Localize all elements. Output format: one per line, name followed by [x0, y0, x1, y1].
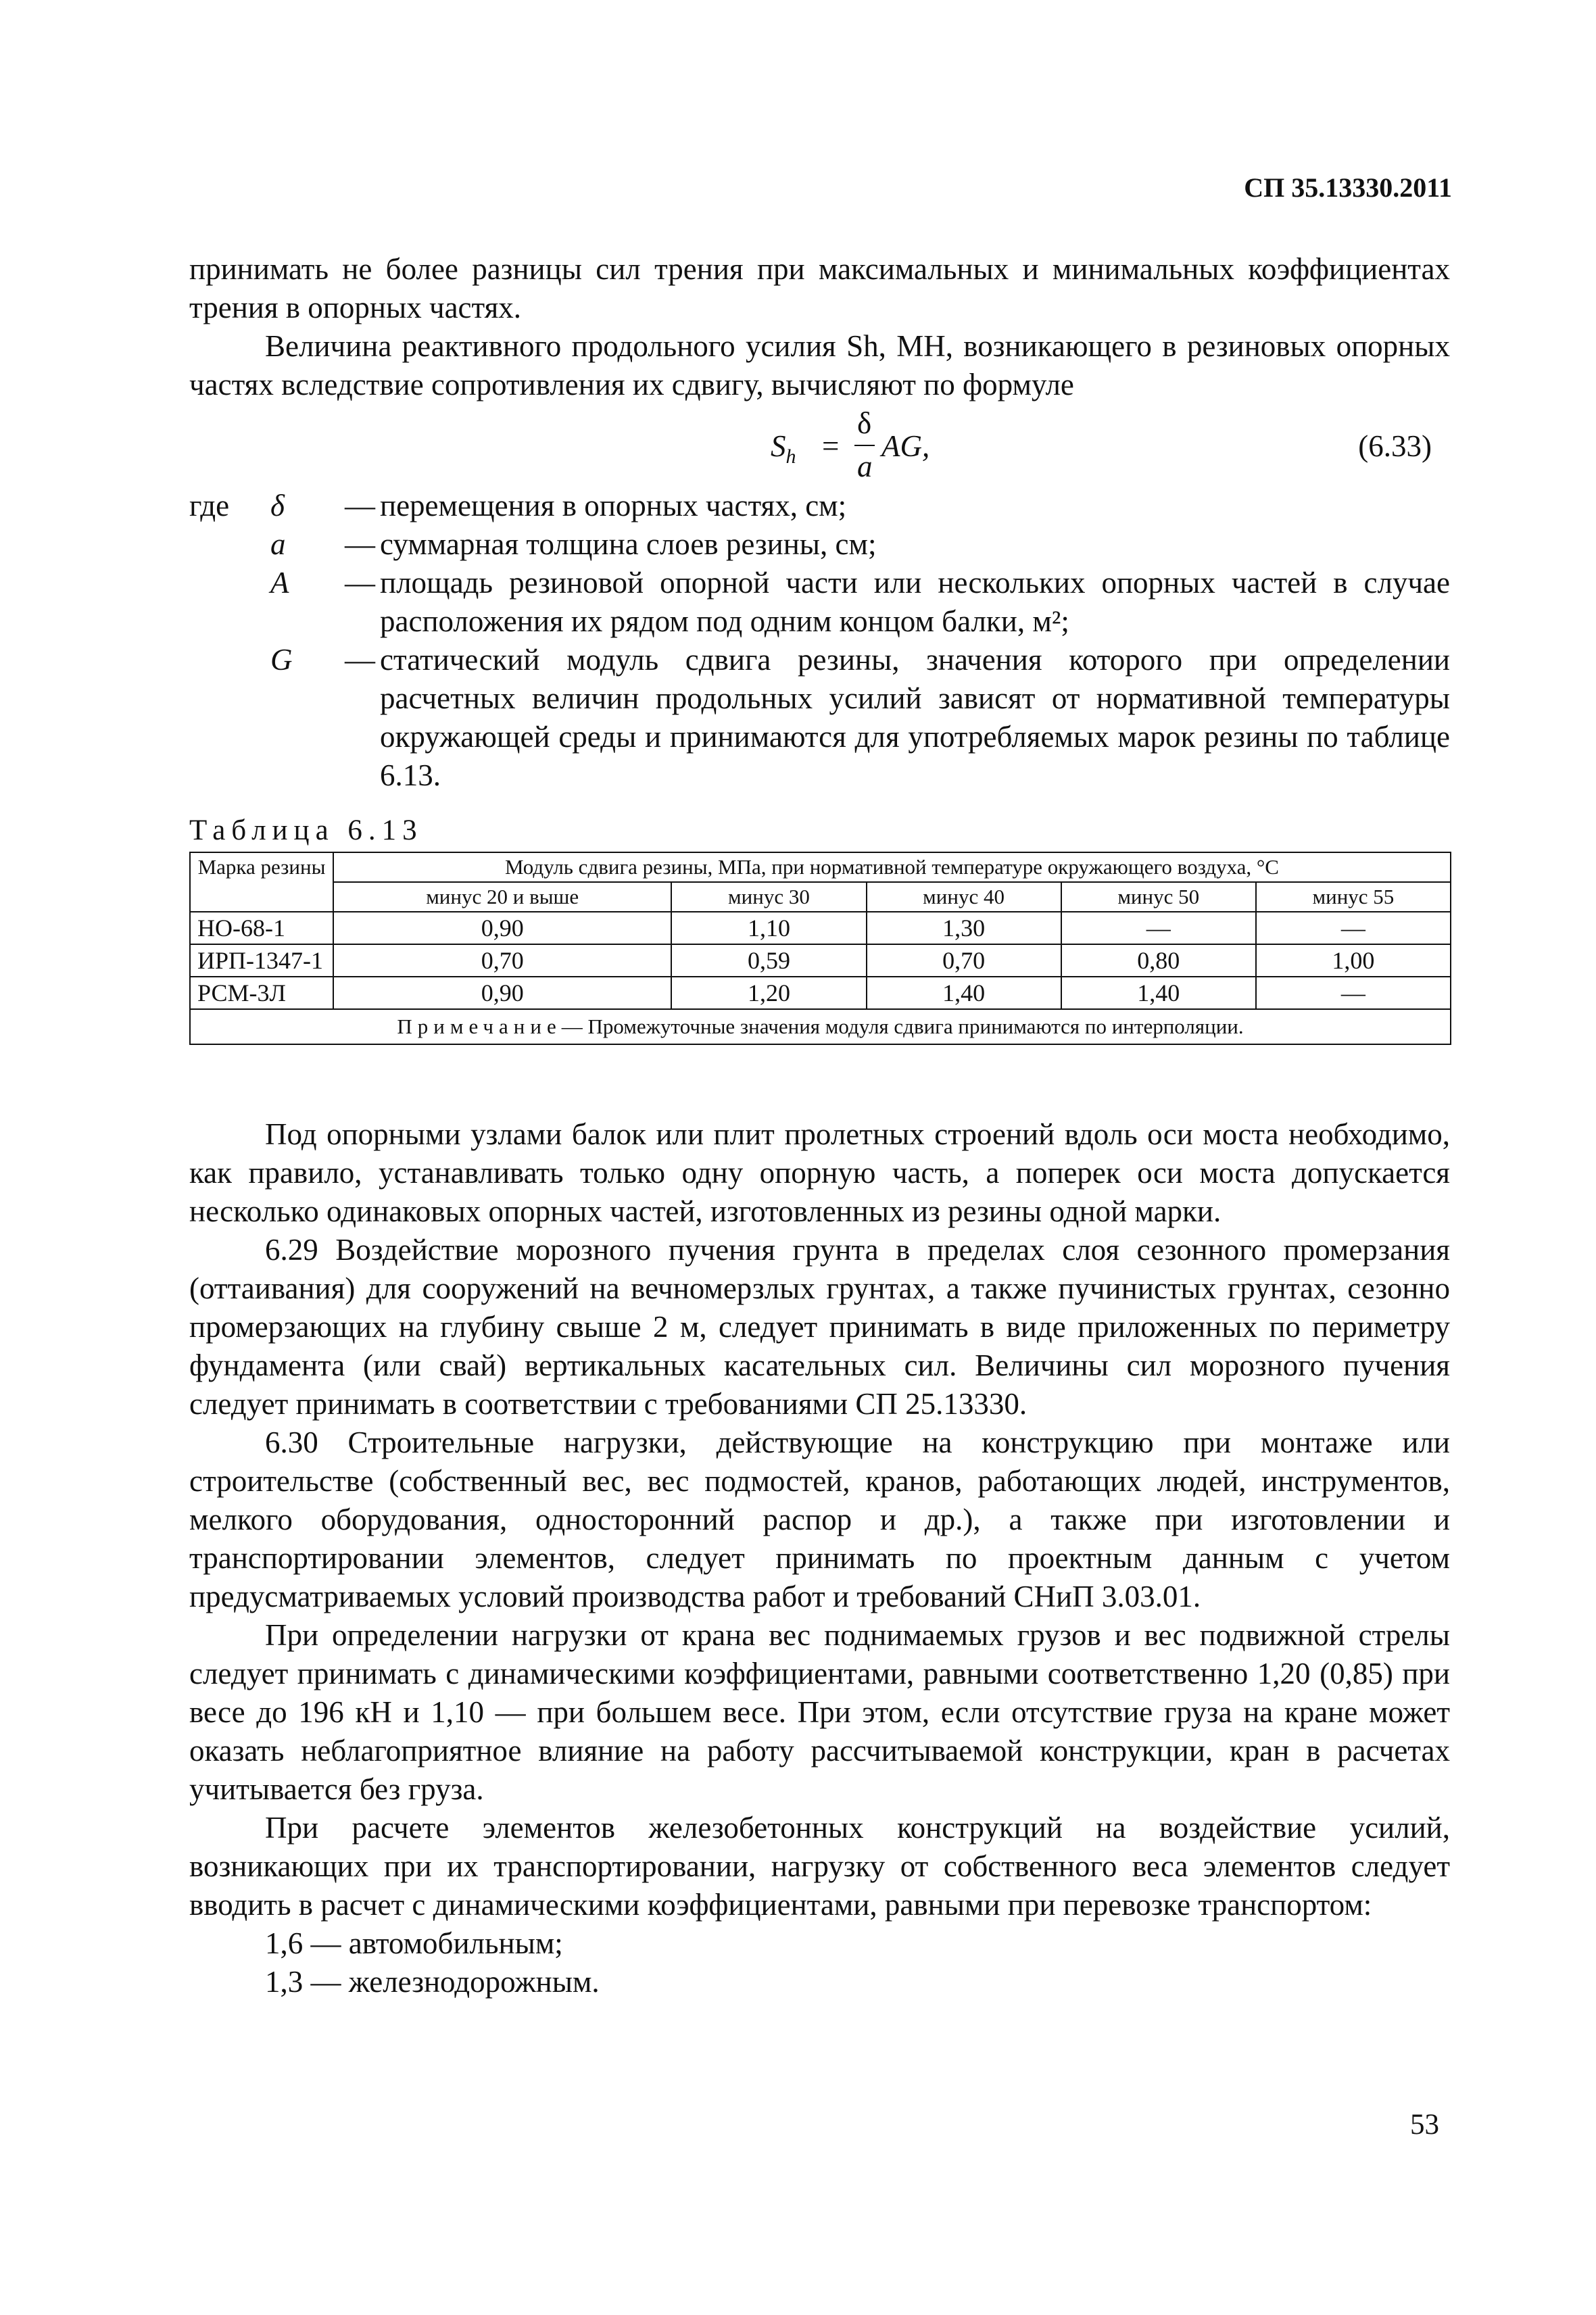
paragraph-6-30: 6.30 Строительные нагрузки, действующие на конструкцию при монтаже или строительстве (собственный вес, вес подмостей, кранов, работающих людей, инструментов, мелкого оборудования, односторонний распор и др.), а также при изготовлении и транспортировании элементов, следует принимать по проектным данным с учетом предусматриваемых условий производства работ и требований СНиП 3.03.01. [189, 1425, 1450, 1613]
page-number: 53 [1410, 2109, 1439, 2141]
value-cell: 0,90 [333, 912, 671, 944]
definition-dash: — [345, 643, 375, 677]
table-note [190, 1009, 1451, 1044]
value-cell: 0,70 [333, 944, 671, 977]
column-header: минус 20 и выше [333, 882, 671, 912]
value-cell: 1,20 [671, 977, 866, 1009]
note-text: — Промежуточные значения модуля сдвига принимаются по интерполяции. [561, 1015, 1244, 1038]
list-item: 1,3 — железнодорожным. [265, 1965, 600, 1999]
definition-row [189, 564, 1450, 641]
paragraph-intro-2 [189, 327, 1450, 404]
column-header: минус 30 [671, 882, 866, 912]
column-header-brand: Марка резины [190, 852, 333, 912]
main-body [189, 1115, 1450, 2001]
brand-cell: РСМ-3Л [190, 977, 333, 1009]
definition-row [189, 641, 1450, 795]
brand-cell: НО-68-1 [190, 912, 333, 944]
formula-6-33 [771, 404, 973, 485]
column-header: минус 50 [1061, 882, 1256, 912]
value-cell: 1,30 [867, 912, 1061, 944]
column-header: минус 40 [867, 882, 1061, 912]
paragraph: При определении нагрузки от крана вес поднимаемых грузов и вес подвижной стрелы следует принимать с динамическими коэффициентами, равными соответственно 1,20 (0,85) при весе до 196 кН и 1,10 — при большем весе. При этом, если отсутствие груза на кране может оказать неблагоприятное влияние на работу рассчитываемой конструкции, кран в расчетах учитывается без груза. [189, 1618, 1450, 1806]
document-code: СП 35.13330.2011 [1244, 172, 1452, 203]
value-cell: — [1256, 912, 1451, 944]
value-cell: 0,59 [671, 944, 866, 977]
value-cell: 0,70 [867, 944, 1061, 977]
value-cell: 1,00 [1256, 944, 1451, 977]
definition-dash: — [345, 527, 375, 561]
value-cell: 1,40 [867, 977, 1061, 1009]
where-lead: где [189, 489, 230, 522]
formula-equals: = [822, 429, 840, 463]
definition-text: площадь резиновой опорной части или нескольких опорных частей в случае расположения их рядом под одним концом балки, м²; [380, 566, 1450, 638]
value-cell: 0,80 [1061, 944, 1256, 977]
value-cell: 0,90 [333, 977, 671, 1009]
table-row [190, 944, 1451, 977]
formula-number: (6.33) [1358, 429, 1432, 463]
definition-symbol: A [270, 566, 289, 600]
table-row [190, 912, 1451, 944]
paragraph: При расчете элементов железобетонных конструкций на воздействие усилий, возникающих при их транспортировании, нагрузку от собственного веса элементов следует вводить в расчет с динамическими коэффициентами, равными при перевозке транспортом: [189, 1811, 1450, 1922]
table-header-row [190, 852, 1451, 882]
definition-text: перемещения в опорных частях, см; [380, 489, 847, 522]
definition-symbol: δ [270, 489, 285, 522]
fraction-bar [854, 445, 875, 446]
table-note-row [190, 1009, 1451, 1044]
formula-numerator: δ [857, 406, 872, 440]
list-item: 1,6 — автомобильным; [265, 1926, 563, 1960]
value-cell: — [1061, 912, 1256, 944]
value-cell: — [1256, 977, 1451, 1009]
definition-row [189, 525, 1450, 564]
definition-row [189, 487, 1450, 525]
definition-symbol: G [270, 643, 293, 677]
paragraph-text: Величина реактивного продольного усилия Sh, МН, возникающего в резиновых опорных частях вследствие сопротивления их сдвигу, вычисляют по формуле [189, 329, 1450, 401]
formula-lhs: $S_h$ [771, 429, 796, 468]
definition-dash: — [345, 566, 375, 600]
brand-cell: ИРП-1347-1 [190, 944, 333, 977]
formula-rhs: AG, [881, 429, 930, 463]
paragraph-intro-1 [189, 250, 1450, 327]
paragraph-text: принимать не более разницы сил трения при максимальных и минимальных коэффициентах трения в опорных частях. [189, 252, 1450, 324]
paragraph-6-29: 6.29 Воздействие морозного пучения грунта в пределах слоя сезонного промерзания (оттаивания) для сооружений на вечномерзлых грунтах, а также пучинистых грунтах, сезонно промерзающих на глубину свыше 2 м, следует принимать в виде приложенных по периметру фундамента (или свай) вертикальных касательных сил. Величины сил морозного пучения следует принимать в соответствии с требованиями СП 25.13330. [189, 1233, 1450, 1421]
table-row [190, 977, 1451, 1009]
value-cell: 1,10 [671, 912, 866, 944]
where-definitions [189, 487, 1450, 795]
column-header-group: Модуль сдвига резины, МПа, при нормативной температуре окружающего воздуха, °С [333, 852, 1451, 882]
shear-modulus-table [189, 852, 1451, 1045]
table-caption: Таблица 6.13 [189, 814, 423, 846]
column-header: минус 55 [1256, 882, 1451, 912]
formula-denominator: a [857, 449, 873, 483]
definition-dash: — [345, 489, 375, 522]
paragraph: Под опорными узлами балок или плит пролетных строений вдоль оси моста необходимо, как правило, устанавливать только одну опорную часть, а поперек оси моста допускается несколько одинаковых опорных частей, изготовленных из резины одной марки. [189, 1117, 1450, 1228]
definition-text: суммарная толщина слоев резины, см; [380, 527, 877, 561]
note-label: Примечание [397, 1015, 562, 1038]
value-cell: 1,40 [1061, 977, 1256, 1009]
table-subheader-row [190, 882, 1451, 912]
definition-symbol: a [270, 527, 286, 561]
definition-text: статический модуль сдвига резины, значения которого при определении расчетных величин продольных усилий зависят от нормативной температуры окружающей среды и принимаются для употребляемых марок резины по таблице 6.13. [380, 643, 1450, 792]
